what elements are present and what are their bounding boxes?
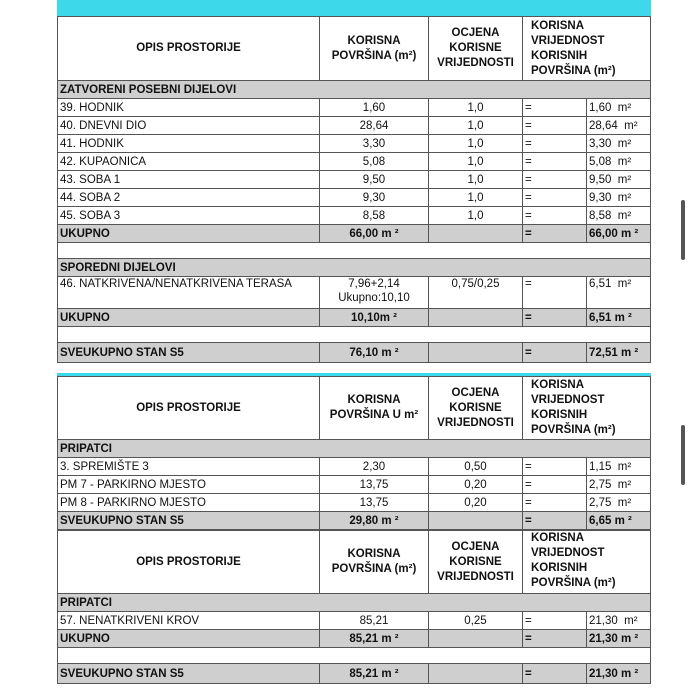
total-area: 85,21 m ² (320, 664, 429, 684)
row-name: 43. SOBA 1 (58, 171, 320, 189)
equals-sign: = (523, 277, 587, 309)
ukupno-area: 10,10m ² (320, 309, 429, 327)
total-area: 29,80 m ² (320, 512, 429, 530)
ukupno-value: 6,51 m ² (587, 309, 651, 327)
total-coef (429, 512, 523, 530)
row-coef: 1,0 (429, 117, 523, 135)
blank-row (58, 648, 651, 664)
row-area: 9,50 (320, 171, 429, 189)
row-value (587, 458, 651, 476)
section-title: PRIPATCI (58, 594, 651, 612)
total-row (58, 512, 651, 530)
table-row (58, 189, 651, 207)
value-number: 2,75 (589, 496, 612, 509)
table-row (58, 458, 651, 476)
section-row (58, 594, 651, 612)
section-row (58, 81, 651, 99)
total-area: 76,10 m ² (320, 343, 429, 363)
row-coef: 0,20 (429, 476, 523, 494)
header-korisna: KORISNA POVRŠINA (m²) (320, 531, 429, 594)
row-area: 9,30 (320, 189, 429, 207)
total-row (58, 343, 651, 363)
ukupno-row (58, 309, 651, 327)
row-coef: 0,20 (429, 494, 523, 512)
blank-row (58, 243, 651, 259)
equals-sign: = (523, 171, 587, 189)
header-vrijednost: KORISNA VRIJEDNOST KORISNIH POVRŠINA (m²) (523, 377, 651, 440)
row-name: 57. NENATKRIVENI KROV (58, 612, 320, 630)
row-value (587, 99, 651, 117)
row-name: PM 7 - PARKIRNO MJESTO (58, 476, 320, 494)
ukupno-coef (429, 309, 523, 327)
row-area: 13,75 (320, 476, 429, 494)
value-number: 1,15 (589, 460, 612, 473)
row-name: 42. KUPAONICA (58, 153, 320, 171)
value-unit: m² (617, 137, 632, 150)
row-name: 44. SOBA 2 (58, 189, 320, 207)
row-area: 3,30 (320, 135, 429, 153)
value-number: 21,30 (589, 614, 618, 627)
header-korisna: KORISNA POVRŠINA (m²) (320, 17, 429, 81)
ukupno-coef (429, 630, 523, 648)
value-number: 3,30 (589, 137, 612, 150)
header-vrijednost: KORISNA VRIJEDNOST KORISNIH POVRŠINA (m²) (523, 17, 651, 81)
value-unit: m² (617, 478, 632, 491)
equals-sign: = (523, 664, 587, 684)
row-coef: 1,0 (429, 207, 523, 225)
ukupno-row (58, 630, 651, 648)
header-vrijednost: KORISNA VRIJEDNOST KORISNIH POVRŠINA (m²) (523, 531, 651, 594)
header-ocjena: OCJENA KORISNE VRIJEDNOSTI (429, 17, 523, 81)
table-row (58, 207, 651, 225)
ukupno-label: UKUPNO (58, 225, 320, 243)
scrollbar-thumb[interactable] (681, 200, 685, 260)
table-row (58, 171, 651, 189)
row-value (587, 476, 651, 494)
row-coef: 1,0 (429, 135, 523, 153)
value-unit: m² (617, 209, 632, 222)
equals-sign: = (523, 458, 587, 476)
row-value (587, 189, 651, 207)
value-unit: m² (617, 191, 632, 204)
table-3 (57, 530, 651, 684)
row-value (587, 117, 651, 135)
equals-sign: = (523, 207, 587, 225)
row-area: 8,58 (320, 207, 429, 225)
total-value: 21,30 m ² (587, 664, 651, 684)
equals-sign: = (523, 309, 587, 327)
equals-sign: = (523, 476, 587, 494)
row-coef: 0,50 (429, 458, 523, 476)
scrollbar-thumb-secondary[interactable] (681, 425, 685, 485)
row-value (587, 207, 651, 225)
value-number: 6,51 (589, 278, 612, 290)
table-row (58, 476, 651, 494)
value-number: 8,58 (589, 209, 612, 222)
value-unit: m² (617, 155, 632, 168)
row-area: 13,75 (320, 494, 429, 512)
total-row (58, 664, 651, 684)
table-row (58, 135, 651, 153)
total-coef (429, 343, 523, 363)
total-value: 6,65 m ² (587, 512, 651, 530)
section-row (58, 259, 651, 277)
equals-sign: = (523, 494, 587, 512)
header-opis: OPIS PROSTORIJE (58, 17, 320, 81)
row-coef: 0,75/0,25 (429, 277, 523, 309)
row-name: 40. DNEVNI DIO (58, 117, 320, 135)
row-name: 46. NATKRIVENA/NENATKRIVENA TERASA (58, 277, 320, 309)
row-area: 1,60 (320, 99, 429, 117)
row-area: 28,64 (320, 117, 429, 135)
row-coef: 1,0 (429, 189, 523, 207)
value-number: 2,75 (589, 478, 612, 491)
section-title: ZATVORENI POSEBNI DIJELOVI (58, 81, 651, 99)
row-name: 41. HODNIK (58, 135, 320, 153)
value-unit: m² (617, 496, 632, 509)
ukupno-value: 21,30 m ² (587, 630, 651, 648)
equals-sign: = (523, 189, 587, 207)
row-area: 5,08 (320, 153, 429, 171)
row-coef: 1,0 (429, 171, 523, 189)
table-row (58, 612, 651, 630)
section-row (58, 440, 651, 458)
table3-header-row (58, 531, 651, 594)
value-unit: m² (617, 101, 632, 114)
ukupno-value: 66,00 m ² (587, 225, 651, 243)
total-value: 72,51 m ² (587, 343, 651, 363)
value-number: 5,08 (589, 155, 612, 168)
equals-sign: = (523, 343, 587, 363)
row-coef: 1,0 (429, 99, 523, 117)
table-row (58, 117, 651, 135)
ukupno-area: 66,00 m ² (320, 225, 429, 243)
row-coef: 1,0 (429, 153, 523, 171)
equals-sign: = (523, 135, 587, 153)
row-value (587, 135, 651, 153)
row-value (587, 277, 651, 309)
header-ocjena: OCJENA KORISNE VRIJEDNOSTI (429, 377, 523, 440)
row-name: 39. HODNIK (58, 99, 320, 117)
table1-header-row (58, 17, 651, 81)
header-ocjena: OCJENA KORISNE VRIJEDNOSTI (429, 531, 523, 594)
row-value (587, 494, 651, 512)
row-area (320, 277, 429, 309)
header-korisna: KORISNA POVRŠINA U m² (320, 377, 429, 440)
value-unit: m² (617, 278, 632, 290)
row-name: 3. SPREMIŠTE 3 (58, 458, 320, 476)
blank-row (58, 327, 651, 343)
equals-sign: = (523, 153, 587, 171)
value-number: 9,50 (589, 173, 612, 186)
table-row (58, 277, 651, 309)
value-number: 1,60 (589, 101, 612, 114)
row-area-line2: Ukupno:10,10 (338, 292, 410, 304)
equals-sign: = (523, 512, 587, 530)
section-title: PRIPATCI (58, 440, 651, 458)
table-1 (57, 16, 651, 363)
table2-header-row (58, 377, 651, 440)
value-number: 9,30 (589, 191, 612, 204)
table-row (58, 153, 651, 171)
ukupno-coef (429, 225, 523, 243)
equals-sign: = (523, 630, 587, 648)
table-2 (57, 376, 651, 530)
header-opis: OPIS PROSTORIJE (58, 531, 320, 594)
row-area: 2,30 (320, 458, 429, 476)
equals-sign: = (523, 225, 587, 243)
ukupno-row (58, 225, 651, 243)
row-name: 45. SOBA 3 (58, 207, 320, 225)
value-unit: m² (624, 614, 638, 627)
ukupno-label: UKUPNO (58, 630, 320, 648)
table-row (58, 494, 651, 512)
equals-sign: = (523, 99, 587, 117)
equals-sign: = (523, 612, 587, 630)
row-area: 85,21 (320, 612, 429, 630)
row-value (587, 153, 651, 171)
equals-sign: = (523, 117, 587, 135)
row-value (587, 612, 651, 630)
total-label: SVEUKUPNO STAN S5 (58, 343, 320, 363)
total-label: SVEUKUPNO STAN S5 (58, 664, 320, 684)
total-coef (429, 664, 523, 684)
ukupno-label: UKUPNO (58, 309, 320, 327)
table-row (58, 99, 651, 117)
row-area-line1: 7,96+2,14 (348, 278, 400, 290)
row-name: PM 8 - PARKIRNO MJESTO (58, 494, 320, 512)
total-label: SVEUKUPNO STAN S5 (58, 512, 320, 530)
header-opis: OPIS PROSTORIJE (58, 377, 320, 440)
ukupno-area: 85,21 m ² (320, 630, 429, 648)
row-value (587, 171, 651, 189)
value-unit: m² (617, 173, 632, 186)
value-number: 28,64 (589, 119, 618, 132)
value-unit: m² (617, 460, 632, 473)
value-unit: m² (624, 119, 638, 132)
row-coef: 0,25 (429, 612, 523, 630)
section-title: SPOREDNI DIJELOVI (58, 259, 651, 277)
table1-top-strip (57, 0, 651, 16)
